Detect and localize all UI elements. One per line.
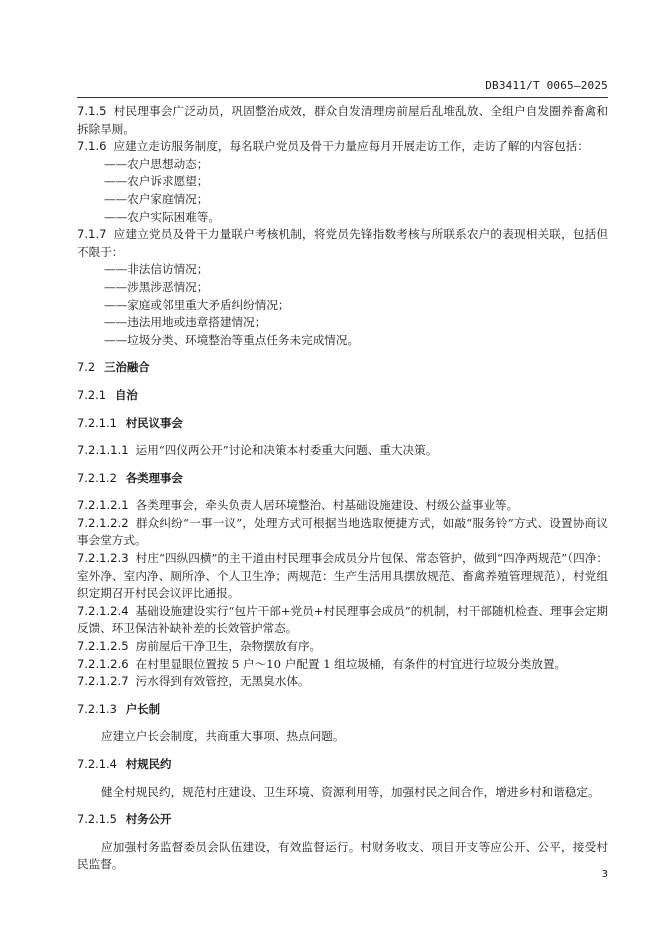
section-spacer [77, 774, 608, 784]
clause-paragraph [77, 673, 608, 691]
clause-paragraph [77, 497, 608, 515]
section-number: 7.2.1.5 [77, 812, 117, 827]
section-spacer [77, 377, 608, 387]
clause-text: 污水得到有效管控，无黑臭水体。 [135, 674, 310, 689]
clause-number: 7.1.6 [77, 139, 107, 154]
clause-text: 应建立党员及骨干力量联户考核机制，将党员先锋指数考核与所联系农户的表现相关联，包括但不限于： [77, 227, 608, 259]
section-title: 三治融合 [104, 360, 150, 375]
clause-paragraph [77, 550, 608, 603]
section-title: 户长制 [125, 701, 161, 716]
section-number: 7.2.1.2 [77, 470, 117, 485]
section-spacer [77, 487, 608, 497]
section-number: 7.2.1.3 [77, 701, 117, 716]
body-paragraph: 应建立户长会制度，共商重大事项、热点问题。 [101, 729, 345, 744]
document-body [77, 103, 608, 874]
section-spacer [77, 349, 608, 359]
clause-number: 7.2.1.2.1 [77, 498, 129, 513]
document-id-header: DB3411/T 0065—2025 [485, 79, 608, 92]
clause-text: 村庄“四纵四横”的主干道由村民理事会成员分片包保、常态管护，做到“四净两规范”（四净：室外净、室内净、厕所净、个人卫生净；两规范：生产生活用具摆放规范、畜禽养殖管理规范），村党组织定期召开村民会议评比通报。 [77, 551, 608, 601]
clause-number: 7.2.1.2.4 [77, 603, 129, 618]
clause-paragraph [77, 603, 608, 638]
clause-text: 在村里显眼位置按 5 户～10 户配置 1 组垃圾桶，有条件的村宜进行垃圾分类放置。 [135, 656, 567, 671]
list-item: ——农户实际困难等。 [104, 209, 220, 224]
section-number: 7.2.1 [77, 387, 106, 402]
section-spacer [77, 432, 608, 442]
section-number: 7.2.1.1 [77, 415, 117, 430]
section-heading [77, 811, 608, 829]
clause-paragraph [77, 226, 608, 261]
section-spacer [77, 718, 608, 728]
clause-text: 应建立走访服务制度，每名联户党员及骨干力量应每月开展走访工作，走访了解的内容包括： [113, 139, 589, 154]
section-heading [77, 387, 608, 405]
clause-text: 村民理事会广泛动员，巩固整治成效，群众自发清理房前屋后乱堆乱放、全组户自发圈养畜禽和拆除旱厕。 [77, 104, 608, 136]
clause-text: 房前屋后干净卫生，杂物摆放有序。 [135, 639, 322, 654]
section-spacer [77, 460, 608, 470]
clause-number: 7.1.5 [77, 104, 107, 118]
section-number: 7.2 [77, 360, 96, 375]
section-title: 自治 [114, 387, 138, 402]
clause-text: 运用“四仪两公开”讨论和决策本村委重大问题、重大决策。 [135, 443, 438, 458]
section-heading [77, 756, 608, 774]
list-item: ——涉黑涉恶情况； [104, 279, 209, 294]
section-title: 各类理事会 [125, 470, 183, 485]
list-item: ——农户诉求愿望； [104, 174, 209, 189]
list-item: ——家庭或邻里重大矛盾纠纷情况； [104, 297, 290, 312]
list-item: ——农户家庭情况； [104, 191, 209, 206]
section-heading [77, 359, 608, 377]
section-spacer [77, 405, 608, 415]
section-number: 7.2.1.4 [77, 757, 117, 771]
clause-number: 7.1.7 [77, 227, 107, 242]
section-spacer [77, 746, 608, 756]
clause-number: 7.2.1.1.1 [77, 443, 129, 458]
clause-number: 7.2.1.2.2 [77, 515, 129, 530]
clause-number: 7.2.1.2.5 [77, 639, 129, 654]
section-heading [77, 701, 608, 719]
header-divider [77, 97, 608, 98]
list-item: ——垃圾分类、环境整治等重点任务未完成情况。 [104, 332, 360, 347]
body-paragraph: 健全村规民约，规范村庄建设、卫生环境、资源利用等，加强村民之间合作，增进乡村和谐稳定。 [101, 784, 600, 799]
clause-number: 7.2.1.2.6 [77, 656, 129, 671]
section-heading [77, 415, 608, 433]
clause-paragraph [77, 103, 608, 138]
clause-number: 7.2.1.2.3 [77, 551, 129, 566]
section-spacer [77, 691, 608, 701]
section-title: 村民议事会 [125, 415, 183, 430]
clause-number: 7.2.1.2.7 [77, 674, 129, 689]
clause-text: 基础设施建设实行“包片干部+党员+村民理事会成员”的机制，村干部随机检查、理事会定期反馈、环卫保洁补缺补差的长效管护常态。 [77, 603, 608, 636]
page-number: 3 [601, 869, 608, 880]
clause-text: 群众纠纷“一事一议”，处理方式可根据当地选取便捷方式，如敲“服务铃”方式、设置协商议事会堂方式。 [77, 515, 608, 548]
clause-paragraph [77, 442, 608, 460]
section-title: 村规民约 [125, 757, 172, 771]
clause-paragraph [77, 138, 608, 156]
list-item: ——农户思想动态； [104, 156, 209, 171]
body-paragraph: 应加强村务监督委员会队伍建设，有效监督运行。村财务收支、项目开支等应公开、公平，接受村民监督。 [77, 839, 608, 872]
clause-text: 各类理事会，牵头负责人居环境整治、村基础设施建设、村级公益事业等。 [135, 498, 519, 513]
clause-paragraph [77, 515, 608, 550]
clause-paragraph [77, 656, 608, 674]
section-spacer [77, 801, 608, 811]
section-spacer [77, 829, 608, 839]
clause-paragraph [77, 638, 608, 656]
list-item: ——非法信访情况； [104, 262, 209, 277]
section-title: 村务公开 [125, 812, 172, 827]
list-item: ——违法用地或违章搭建情况； [104, 315, 267, 330]
section-heading [77, 470, 608, 488]
